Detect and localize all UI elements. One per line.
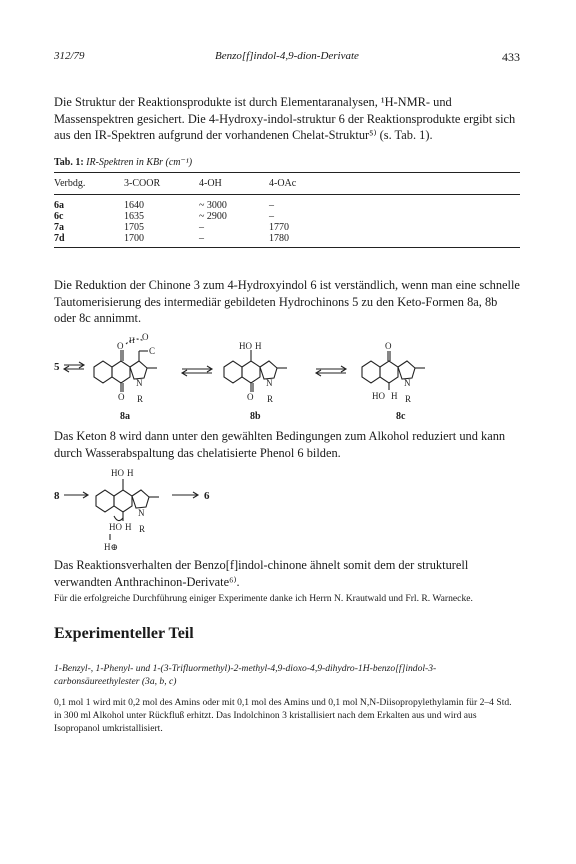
- table-cell: 1770: [269, 222, 289, 233]
- scheme-start-label: 5: [54, 361, 60, 373]
- table-row: [54, 211, 520, 222]
- svg-text:R: R: [137, 394, 144, 404]
- svg-text:O: O: [142, 332, 149, 342]
- tautomer-scheme: [54, 332, 520, 424]
- paragraph-structure: Die Struktur der Reaktionsprodukte ist durch Elementaranalysen, ¹H-NMR- und Massenspektren gesichert. Die 4-Hydroxy-indol-struktur 6 der Reaktionsprodukte ergibt sich aus den IR-Spektren aufgrund der vorhandenen Chelat-Struktur⁵⁾ (s. Tab. 1).: [54, 95, 516, 142]
- experiment-title: 1-Benzyl-, 1-Phenyl- und 1-(3-Trifluormethyl)-2-methyl-4,9-dioxo-4,9-dihydro-1H-benzo[f]indol-3-carbonsäureethylester (3a, b, c): [54, 663, 437, 687]
- paragraph-reduction: Die Reduktion der Chinone 3 zum 4-Hydroxyindol 6 ist verständlich, wenn man eine schnelle Tautomerisierung des intermediär gebildeten Hydrochinons 5 zu den Keto-Formen 8a, 8b oder 8c annimmt.: [54, 278, 520, 325]
- table-cell: 1640: [124, 200, 144, 211]
- svg-text:H: H: [391, 391, 398, 401]
- col-header-coor: 3-COOR: [124, 173, 199, 195]
- acknowledgement: Für die erfolgreiche Durchführung einiger Experimente danke ich Herrn N. Krautwald und Frl. R. Warnecke.: [54, 593, 473, 604]
- reaction-arrow: [64, 492, 88, 498]
- table-header-row: [54, 173, 520, 195]
- svg-text:N: N: [404, 378, 411, 388]
- svg-text:N: N: [138, 508, 145, 518]
- table-caption: [54, 157, 192, 168]
- running-header: [54, 50, 520, 66]
- structure-8c: [362, 341, 425, 422]
- svg-text:H: H: [129, 336, 135, 345]
- table-row: [54, 222, 520, 233]
- table-caption-text: IR-Spektren in KBr (cm⁻¹): [86, 157, 193, 168]
- equilibrium-arrow: [64, 362, 84, 372]
- table-cell: ~ 3000: [199, 200, 227, 211]
- proton-label: H⊕: [104, 542, 119, 552]
- svg-text:H: H: [127, 468, 134, 478]
- ir-spectra-table: [54, 172, 520, 248]
- table-row: [54, 233, 520, 248]
- journal-code: 312/79: [54, 50, 85, 62]
- scheme2-start-label: 8: [54, 490, 60, 502]
- col-header-oac: 4-OAc: [269, 173, 520, 195]
- label-8a: 8a: [120, 411, 130, 422]
- svg-text:R: R: [267, 394, 274, 404]
- table-cell: –: [199, 222, 204, 233]
- col-header-compound: Verbdg.: [54, 173, 124, 195]
- svg-text:HO: HO: [109, 522, 122, 532]
- col-header-oh: 4-OH: [199, 173, 269, 195]
- table-cell: ~ 2900: [199, 211, 227, 222]
- svg-text:O: O: [247, 392, 254, 402]
- svg-text:R: R: [405, 394, 412, 404]
- svg-text:N: N: [136, 378, 143, 388]
- svg-text:O: O: [118, 392, 125, 402]
- svg-text:O: O: [385, 341, 392, 351]
- table-cell: 7d: [54, 233, 124, 248]
- dehydration-scheme: [54, 466, 520, 556]
- svg-text:C: C: [149, 346, 156, 356]
- page-number: 433: [502, 50, 520, 64]
- table-row: [54, 195, 520, 212]
- table-cell: 7a: [54, 222, 64, 233]
- svg-text:HO: HO: [372, 391, 385, 401]
- table-caption-label: Tab. 1:: [54, 157, 84, 168]
- svg-text:N: N: [266, 378, 273, 388]
- running-title: Benzo[f]indol-4,9-dion-Derivate: [215, 50, 359, 62]
- table-cell: –: [269, 211, 274, 222]
- table-cell: 1705: [124, 222, 144, 233]
- structure-intermediate: [96, 468, 159, 552]
- structure-8b: [224, 341, 287, 422]
- equilibrium-arrow: [182, 366, 212, 376]
- svg-text:O: O: [117, 341, 124, 351]
- paragraph-ketone: Das Keton 8 wird dann unter den gewählten Bedingungen zum Alkohol reduziert und kann durch Wasserabspaltung das chelatisierte Phenol 6 bilden.: [54, 429, 506, 460]
- section-title: Experimenteller Teil: [54, 625, 194, 642]
- table-cell: –: [199, 233, 269, 248]
- reaction-arrow: [172, 492, 198, 498]
- experiment-body: 0,1 mol 1 wird mit 0,2 mol des Amins oder mit 0,1 mol des Amins und 0,1 mol N,N-Diisopropylethylamin für 2–4 Std. in 300 ml Alkohol unter Rückfluß erhitzt. Das Indolchinon 3 kristallisiert nach dem Erkalten aus und wird aus Isopropanol umkristallisiert.: [54, 697, 512, 734]
- table-cell: 1700: [124, 233, 199, 248]
- svg-text:H: H: [255, 341, 262, 351]
- svg-text:H: H: [125, 522, 132, 532]
- svg-text:HO: HO: [111, 468, 124, 478]
- svg-text:HO: HO: [239, 341, 252, 351]
- structure-8a: [94, 332, 157, 422]
- table-cell: –: [269, 200, 274, 211]
- table-cell: 1780: [269, 233, 520, 248]
- equilibrium-arrow: [316, 366, 346, 376]
- table-cell: 6a: [54, 200, 64, 211]
- label-8c: 8c: [396, 411, 406, 422]
- table-cell: 6c: [54, 211, 64, 222]
- table-cell: 1635: [124, 211, 144, 222]
- label-8b: 8b: [250, 411, 261, 422]
- paragraph-anthraquinone: Das Reaktionsverhalten der Benzo[f]indol-chinone ähnelt somit dem der strukturell verwandten Anthrachinon-Derivate⁶⁾.: [54, 558, 469, 589]
- svg-text:R: R: [139, 524, 146, 534]
- scheme2-end-label: 6: [204, 490, 210, 502]
